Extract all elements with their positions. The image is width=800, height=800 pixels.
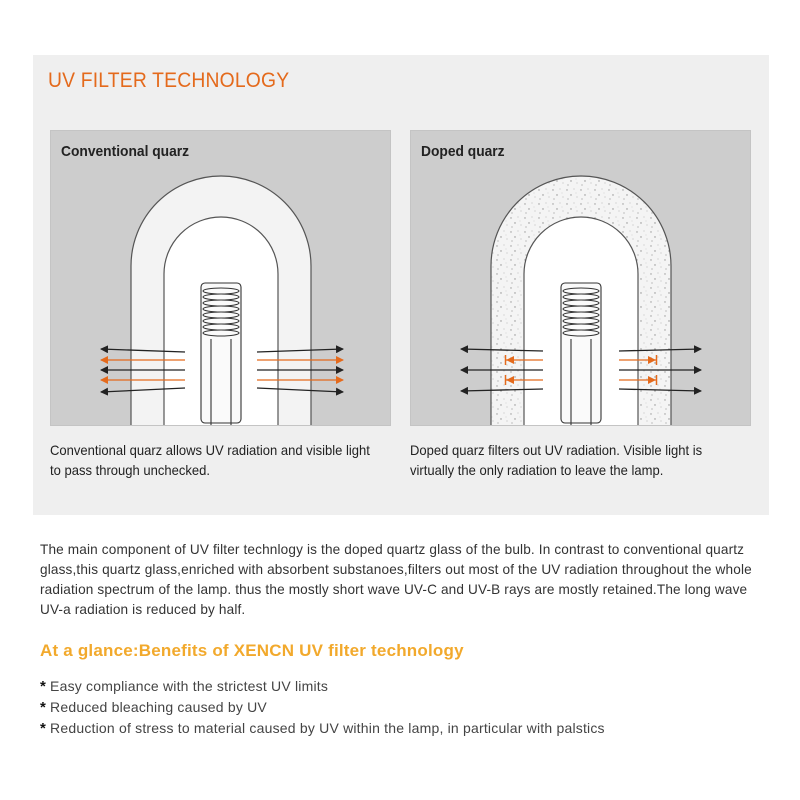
conventional-lamp-illustration — [51, 131, 391, 426]
description-paragraph: The main component of UV filter technlogy is the doped quartz glass of the bulb. In contrast to conventional quartz glass,this quartz glass,enriched with absorbent substanoes,filters out most of the UV radiation throughout the whole radiation spectrum of the lamp. thus the mostly short wave UV-C and UV-B rays are mostly retained.The long wave UV-a radiation is reduced by half. — [40, 542, 752, 617]
conventional-quartz-caption: Conventional quarz allows UV radiation and visible light to pass through unchecked. — [50, 442, 370, 478]
benefits-heading: At a glance:Benefits of XENCN UV filter technology — [40, 641, 464, 660]
benefit-text: Reduced bleaching caused by UV — [50, 699, 267, 715]
benefit-text: Reduction of stress to material caused by UV within the lamp, in particular with palstics — [50, 720, 605, 736]
uv-filter-panel — [33, 55, 769, 515]
star-bullet-icon: * — [40, 678, 47, 695]
panel-title: UV FILTER TECHNOLOGY — [48, 69, 290, 92]
benefit-text: Easy compliance with the strictest UV limits — [50, 678, 329, 694]
filament-coil — [561, 283, 601, 426]
conventional-quartz-diagram — [50, 130, 391, 426]
filament-coil — [201, 283, 241, 426]
doped-quartz-diagram — [410, 130, 751, 426]
benefits-list — [40, 676, 605, 739]
doped-quartz-title: Doped quarz — [421, 143, 505, 160]
doped-lamp-illustration — [411, 131, 751, 426]
star-bullet-icon: * — [40, 720, 47, 737]
benefit-item — [40, 718, 605, 739]
conventional-quartz-title: Conventional quarz — [61, 143, 190, 160]
benefit-item — [40, 697, 605, 718]
benefit-item — [40, 676, 605, 697]
star-bullet-icon: * — [40, 699, 47, 716]
doped-quartz-caption: Doped quarz filters out UV radiation. Visible light is virtually the only radiation to leave the lamp. — [410, 442, 703, 478]
